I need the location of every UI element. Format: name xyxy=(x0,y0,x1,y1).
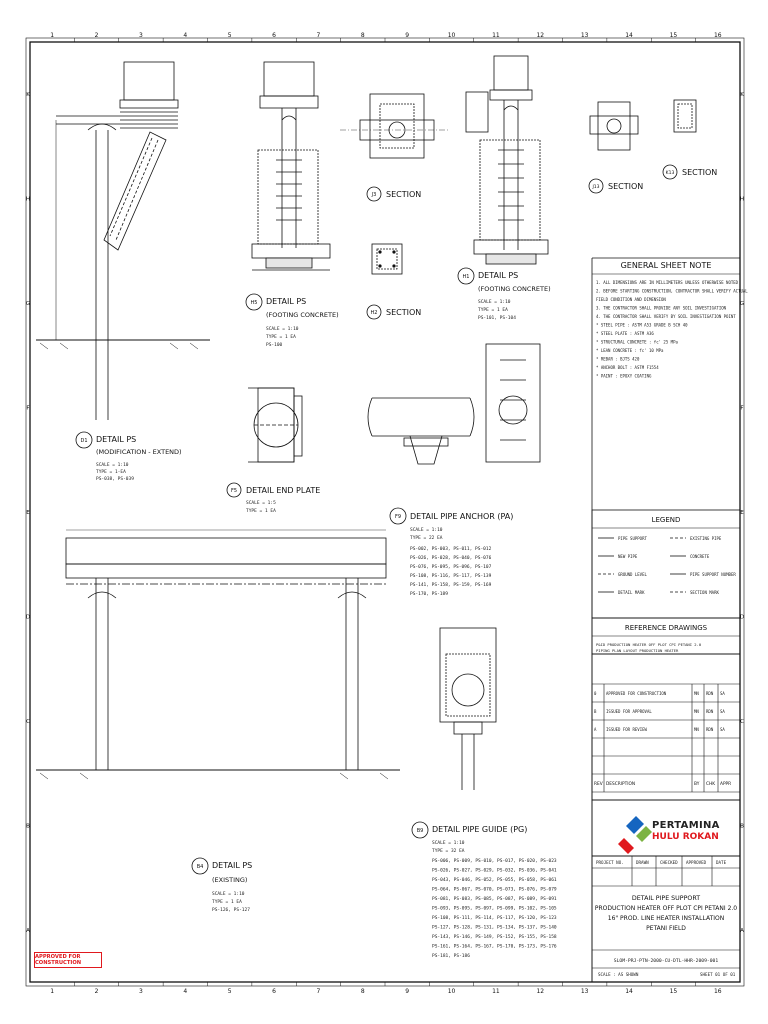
legend-item: CONCRETE xyxy=(690,554,710,559)
detail-b9-pipe-list xyxy=(432,858,557,959)
revision-cell: SA xyxy=(720,709,725,714)
pipe-list-line: PS-108, PS-116, PS-117, PS-139 xyxy=(410,574,492,579)
section-k13-drawing xyxy=(674,100,696,132)
pipe-list-line: PS-026, PS-027, PS-029, PS-032, PS-036, PS-041 xyxy=(432,868,557,874)
revision-cell: MN xyxy=(694,709,699,714)
revision-header: BY xyxy=(694,782,700,787)
detail-title: DETAIL PS xyxy=(96,435,137,444)
detail-f5-drawing xyxy=(248,388,302,462)
detail-subtitle: (FOOTING CONCRETE) xyxy=(478,285,551,293)
grid-column-label: 16 xyxy=(713,32,722,39)
revision-header: DESCRIPTION xyxy=(606,782,636,787)
grid-column-label: 10 xyxy=(447,32,456,39)
detail-pipe-list: PS-101, PS-104 xyxy=(478,316,516,321)
pipe-list-line: PS-143, PS-146, PS-149, PS-152, PS-155, PS-158 xyxy=(432,935,557,940)
detail-scale: SCALE = 1:10 xyxy=(212,892,245,897)
detail-h5-drawing xyxy=(252,62,330,270)
grid-row-label: C xyxy=(26,718,30,725)
detail-f9-label xyxy=(390,508,513,597)
detail-h5-label xyxy=(246,294,339,348)
drawing-title-line1: DETAIL PIPE SUPPORT xyxy=(631,895,701,902)
grid-row-label: F xyxy=(740,405,744,412)
pipe-list-line: PS-064, PS-067, PS-070, PS-073, PS-076, PS-079 xyxy=(432,887,557,893)
reference-list xyxy=(596,642,702,653)
revision-table-lines xyxy=(592,684,740,792)
detail-title: DETAIL PIPE ANCHOR (PA) xyxy=(410,512,514,521)
detail-f9-pipe-list xyxy=(410,546,492,597)
note-line: 1. ALL DIMENSIONS ARE IN MILLIMETERS UNLESS OTHERWISE NOTED xyxy=(596,280,739,285)
drawn-label: DRAWN xyxy=(636,860,649,865)
pipe-list-line: PS-181, PS-186 xyxy=(432,954,470,959)
pipe-list-line: PS-002, PS-003, PS-011, PS-012 xyxy=(410,547,492,552)
revision-cell: SA xyxy=(720,691,725,696)
approved-label: APPROVED xyxy=(686,860,707,865)
grid-row-label: E xyxy=(740,510,744,516)
section-j3-label xyxy=(367,187,421,201)
legend-title: LEGEND xyxy=(651,516,681,524)
detail-h1-label xyxy=(458,268,551,321)
detail-type: TYPE = 1 EA xyxy=(266,335,296,340)
grid-row-label: K xyxy=(740,92,744,99)
section-j13-drawing xyxy=(590,102,638,150)
pipe-list-line: PS-170, PS-189 xyxy=(410,592,448,597)
grid-column-label: 11 xyxy=(492,988,500,995)
revision-cell: SA xyxy=(720,727,725,732)
checked-label: CHECKED xyxy=(660,860,678,865)
title-block-lines xyxy=(592,856,740,968)
revision-cell: 0 xyxy=(594,691,597,696)
revision-header: REV xyxy=(594,782,603,787)
detail-title: DETAIL PIPE GUIDE (PG) xyxy=(432,825,528,834)
grid-column-label: 4 xyxy=(183,32,188,39)
reference-item: PIPING PLAN LAYOUT PRODUCTION HEATER xyxy=(596,648,679,653)
revision-cell: RDN xyxy=(706,727,714,732)
pipe-list-line: PS-093, PS-095, PS-097, PS-099, PS-102, PS-105 xyxy=(432,906,557,912)
legend-item: PIPE SUPPORT xyxy=(618,536,647,541)
revision-cell: RDN xyxy=(706,709,714,714)
revision-cell: APPROVED FOR CONSTRUCTION xyxy=(606,691,667,696)
drawing-title-line3: 16" PROD. LINE HEATER INSTALLATION xyxy=(607,915,725,922)
note-line: 3. THE CONTRACTOR SHALL PROVIDE ANY SOIL INVESTIGATION xyxy=(596,305,727,311)
grid-row-label: G xyxy=(739,301,745,308)
section-marker: J13 xyxy=(592,185,600,190)
note-line: * ANCHOR BOLT : ASTM F1554 xyxy=(596,365,659,370)
drawing-title-line4: PETANI FIELD xyxy=(646,925,686,932)
detail-pipe-list: PS-038, PS-039 xyxy=(96,477,134,482)
grid-column-label: 14 xyxy=(625,988,633,995)
grid-column-label: 10 xyxy=(447,988,456,995)
grid-column-label: 6 xyxy=(272,988,276,995)
detail-marker: F5 xyxy=(230,488,238,494)
note-line: * PAINT : EPOXY COATING xyxy=(596,373,652,379)
grid-column-label: 3 xyxy=(139,988,143,995)
general-notes-title: GENERAL SHEET NOTE xyxy=(620,261,712,270)
legend-item: PIPE SUPPORT NUMBER xyxy=(690,572,736,577)
detail-scale: SCALE = 1:10 xyxy=(432,841,465,846)
reference-title: REFERENCE DRAWINGS xyxy=(624,624,708,632)
note-line: * STEEL PLATE : ASTM A36 xyxy=(596,331,654,336)
document-number: SLOM-PRJ-PTN-2000-CU-DTL-HHR-2009-001 xyxy=(613,959,719,964)
detail-subtitle: (MODIFICATION - EXTEND) xyxy=(96,448,182,456)
revision-cell: ISSUED FOR REVIEW xyxy=(606,727,647,732)
detail-scale: SCALE = 1:5 xyxy=(246,501,276,506)
revision-header: CHK xyxy=(706,782,716,787)
legend-item: NEW PIPE xyxy=(618,554,638,559)
legend-item: EXISTING PIPE xyxy=(690,536,722,541)
detail-marker: B4 xyxy=(196,864,204,870)
date-label: DATE xyxy=(716,860,727,865)
pipe-list-line: PS-108, PS-111, PS-114, PS-117, PS-120, PS-123 xyxy=(432,916,557,921)
grid-row-label: D xyxy=(25,614,31,621)
grid-column-label: 16 xyxy=(713,988,722,995)
detail-type: TYPE = 32 EA xyxy=(432,849,465,854)
note-line: 4. THE CONTRACTOR SHALL VERIFY BY SOIL INVESTIGATION POINT xyxy=(596,314,736,319)
grid-row-label: A xyxy=(740,927,744,934)
section-marker: J3 xyxy=(371,192,377,198)
pertamina-logo-icon xyxy=(618,816,652,854)
grid-column-label: 3 xyxy=(139,32,143,39)
detail-scale: SCALE = 1:10 xyxy=(478,300,511,305)
grid-row-label: H xyxy=(25,196,31,203)
pipe-list-line: PS-127, PS-128, PS-131, PS-134, PS-137, PS-140 xyxy=(432,925,557,931)
grid-row-label: C xyxy=(740,718,744,725)
grid-row-label: G xyxy=(25,301,31,308)
detail-b9-label xyxy=(412,822,557,959)
grid-row-label: D xyxy=(739,614,745,621)
company-division: HULU ROKAN xyxy=(652,832,719,842)
legend-list xyxy=(598,536,736,595)
revision-cell: MN xyxy=(694,691,699,696)
detail-d1-label xyxy=(76,432,182,482)
project-no-label: PROJECT NO. xyxy=(596,860,624,865)
approved-stamp: APPROVED FOR CONSTRUCTION xyxy=(34,952,102,968)
detail-type: TYPE = 1-EA xyxy=(96,470,126,475)
revision-cell: MN xyxy=(694,727,699,732)
grid-column-label: 5 xyxy=(227,32,232,39)
detail-marker: H5 xyxy=(250,300,258,306)
detail-subtitle: (FOOTING CONCRETE) xyxy=(266,311,339,319)
grid-column-label: 7 xyxy=(316,32,321,39)
pipe-list-line: PS-026, PS-028, PS-040, PS-076 xyxy=(410,556,492,561)
grid-row-labels xyxy=(26,92,744,934)
detail-type: TYPE = 1 EA xyxy=(246,509,276,514)
pipe-list-line: PS-161, PS-164, PS-167, PS-170, PS-173, PS-176 xyxy=(432,944,557,950)
detail-type: TYPE = 22 EA xyxy=(410,536,443,541)
title-block xyxy=(595,860,737,977)
grid-column-label: 14 xyxy=(625,32,633,39)
reference-item: P&ID PRODUCTION HEATER OFF PLOT CPI PETANI 2.0 xyxy=(596,642,702,647)
grid-row-label: K xyxy=(26,92,30,99)
detail-type: TYPE = 1 EA xyxy=(212,900,242,905)
section-title: SECTION xyxy=(682,168,718,177)
note-line: * STEEL PIPE : ASTM A53 GRADE B SCH 40 xyxy=(596,322,688,328)
note-line: * LEAN CONCRETE : fc' 10 MPa xyxy=(596,348,664,353)
grid-row-label: B xyxy=(740,823,744,830)
grid-column-label: 13 xyxy=(580,32,589,39)
grid-column-label: 12 xyxy=(536,32,545,39)
grid-column-labels xyxy=(50,32,722,995)
detail-marker: F9 xyxy=(394,514,402,520)
pipe-list-line: PS-081, PS-083, PS-085, PS-087, PS-089, PS-091 xyxy=(432,897,557,902)
general-notes-list xyxy=(596,280,748,379)
section-title: SECTION xyxy=(608,182,644,191)
detail-marker: B9 xyxy=(416,828,424,834)
grid-column-label: 1 xyxy=(50,32,55,39)
section-h2-drawing xyxy=(372,244,402,274)
detail-marker: D1 xyxy=(80,438,88,444)
revision-cell: ISSUED FOR APPROVAL xyxy=(606,709,652,714)
grid-column-label: 7 xyxy=(316,988,321,995)
detail-marker: H1 xyxy=(462,274,470,280)
pertamina-logo xyxy=(652,820,720,842)
legend-item: DETAIL MARK xyxy=(618,590,645,595)
note-line: * REBAR : BJTS 420 xyxy=(596,356,640,362)
detail-title: DETAIL PS xyxy=(266,297,307,306)
section-h2-label xyxy=(367,305,421,319)
pipe-list-line: PS-076, PS-095, PS-096, PS-107 xyxy=(410,565,492,570)
grid-column-label: 2 xyxy=(94,988,99,995)
detail-type: TYPE = 1 EA xyxy=(478,308,508,313)
section-k13-label xyxy=(663,165,717,179)
grid-column-label: 15 xyxy=(669,988,678,995)
grid-row-label: A xyxy=(26,927,30,934)
detail-scale: SCALE = 1:10 xyxy=(266,327,299,332)
section-j3-drawing xyxy=(340,94,450,158)
detail-subtitle: (EXISTING) xyxy=(212,876,248,884)
grid-column-label: 9 xyxy=(405,32,410,39)
detail-b4-label xyxy=(192,858,252,913)
note-line: 2. BEFORE STARTING CONSTRUCTION, CONTRACTOR SHALL VERIFY ACTUAL xyxy=(596,288,748,294)
detail-b9-drawing xyxy=(440,628,496,790)
detail-pipe-list: PS-126, PS-127 xyxy=(212,908,250,913)
revision-header: APPR xyxy=(720,782,732,787)
detail-title: DETAIL PS xyxy=(212,861,253,870)
detail-h1-drawing xyxy=(466,56,548,264)
sheet-number: SHEET 01 OF 01 xyxy=(700,972,736,977)
grid-column-label: 6 xyxy=(272,32,276,39)
drawing-title-line2: PRODUCTION HEATER OFF PLOT CPI PETANI 2.0 xyxy=(594,905,738,912)
grid-column-label: 12 xyxy=(536,988,545,995)
grid-row-label: E xyxy=(26,510,30,516)
detail-b4-drawing xyxy=(36,530,400,779)
detail-title: DETAIL END PLATE xyxy=(246,486,321,495)
pipe-list-line: PS-006, PS-009, PS-010, PS-017, PS-020, PS-023 xyxy=(432,859,557,864)
company-name: PERTAMINA xyxy=(652,820,720,831)
detail-title: DETAIL PS xyxy=(478,271,519,280)
revision-table xyxy=(594,691,731,787)
detail-f5-label xyxy=(227,483,320,514)
note-line: * STRUCTURAL CONCRETE : fc' 25 MPa xyxy=(596,339,678,345)
grid-row-label: F xyxy=(26,405,30,412)
pipe-list-line: PS-141, PS-158, PS-159, PS-169 xyxy=(410,583,492,588)
revision-cell: B xyxy=(594,709,597,714)
legend-item: GROUND LEVEL xyxy=(618,572,647,577)
section-title: SECTION xyxy=(386,190,422,199)
revision-cell: RDN xyxy=(706,691,714,696)
grid-column-label: 1 xyxy=(50,988,55,995)
detail-scale: SCALE = 1:10 xyxy=(410,528,443,533)
section-j13-label xyxy=(589,179,643,193)
grid-column-label: 8 xyxy=(360,32,365,39)
grid-column-label: 5 xyxy=(227,988,232,995)
detail-pipe-list: PS-100 xyxy=(266,343,283,348)
pipe-list-line: PS-043, PS-046, PS-052, PS-055, PS-058, PS-061 xyxy=(432,878,557,883)
grid-column-label: 2 xyxy=(94,32,99,39)
grid-column-label: 13 xyxy=(580,988,589,995)
section-title: SECTION xyxy=(386,308,422,317)
grid-row-label: H xyxy=(739,196,745,203)
grid-column-label: 11 xyxy=(492,32,500,39)
drawing-scale: SCALE : AS SHOWN xyxy=(598,972,639,977)
note-line: FIELD CONDITION AND DIMENSION xyxy=(596,297,666,302)
section-marker: K13 xyxy=(665,171,675,176)
grid-column-label: 15 xyxy=(669,32,678,39)
grid-column-label: 9 xyxy=(405,988,410,995)
grid-row-label: B xyxy=(26,823,30,830)
revision-cell: A xyxy=(594,727,597,732)
grid-column-label: 4 xyxy=(183,988,188,995)
detail-d1-drawing xyxy=(36,62,210,420)
grid-column-label: 8 xyxy=(360,988,365,995)
section-marker: H2 xyxy=(370,310,378,316)
detail-scale: SCALE = 1:10 xyxy=(96,463,129,468)
legend-item: SECTION MARK xyxy=(690,590,719,595)
detail-f9-drawing xyxy=(368,344,540,464)
